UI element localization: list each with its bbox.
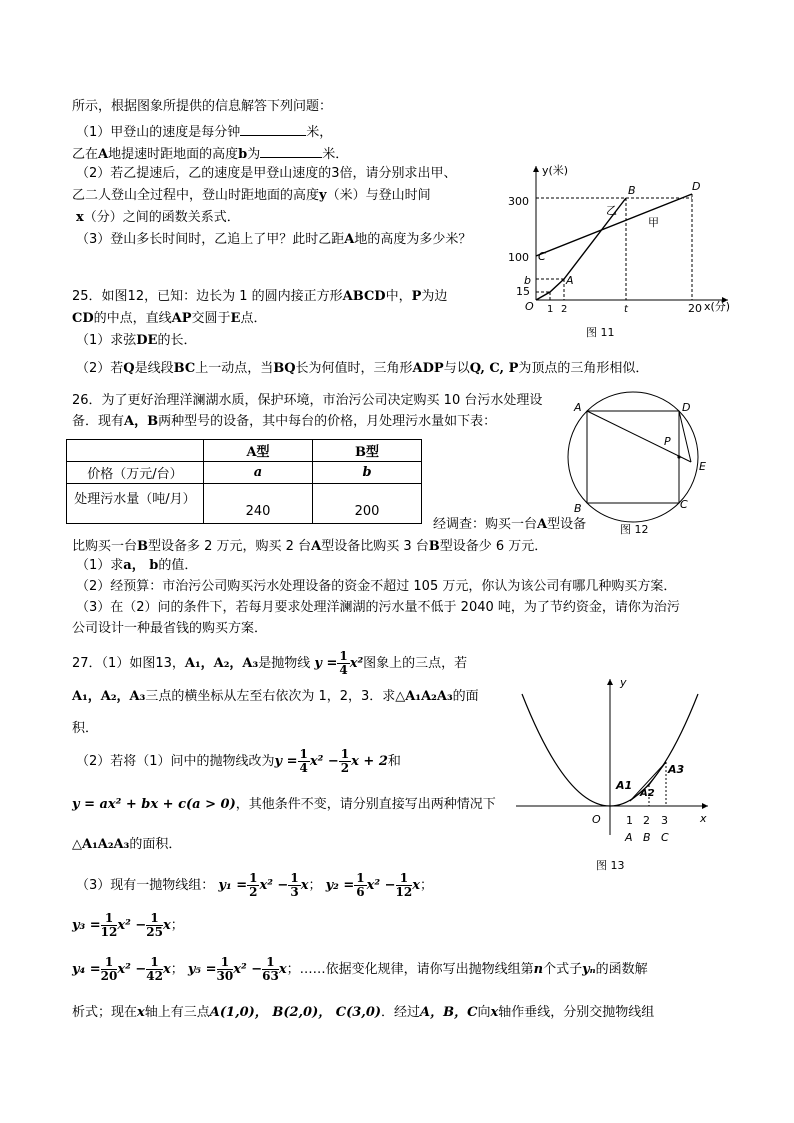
label-A: A — [625, 831, 633, 844]
label-jia: 甲 — [648, 216, 659, 229]
q27-line2: A₁，A₂，A₃三点的横坐标从左至右依次为 1，2，3．求△A₁A₂A₃的面 — [72, 689, 479, 704]
table-cell: 240 — [204, 484, 313, 524]
q25-line2: CD的中点，直线AP交圆于E点． — [72, 311, 267, 326]
label-D: D — [682, 401, 691, 414]
ytick-300: 300 — [508, 195, 529, 208]
table-header-cell: B型 — [313, 440, 422, 462]
label-C: C — [680, 498, 688, 511]
q25-part2: （2）若Q是线段BC上一动点，当BQ长为何值时，三角形ADP与以Q, C, P为顶点的三角形相似． — [76, 361, 649, 376]
square-ABCD — [587, 411, 679, 503]
table-row — [67, 462, 422, 484]
point-A: A — [566, 274, 574, 287]
ytick-100: 100 — [508, 251, 529, 264]
q26-part2: （2）经预算：市治污公司购买污水处理设备的资金不超过 105 万元，你认为该公司有哪几种购买方案． — [76, 579, 677, 594]
label-P: P — [664, 435, 671, 448]
label-B: B — [643, 831, 651, 844]
label-B: B — [574, 502, 582, 515]
q26-line3: 经调查：购买一台A型设备 — [433, 517, 587, 532]
table-cell: 价格（万元/台） — [67, 462, 204, 484]
q24-part2-line2: 乙二人登山全过程中，登山时距地面的高度y（米）与登山时间 — [72, 188, 431, 203]
figure-11 — [500, 160, 735, 340]
ytick-15: 15 — [516, 285, 530, 298]
point-B: B — [628, 184, 636, 197]
q26-part3: （3）在（2）问的条件下，若每月要求处理洋澜湖的污水量不低于 2040 吨，为了节约资金，请你为治污 — [76, 600, 680, 615]
label-y: y — [620, 676, 627, 689]
table-cell: 处理污水量（吨/月） — [67, 484, 204, 524]
q27-part2-line2: y = ax² + bx + c(a > 0)，其他条件不变，请分别直接写出两种情况下 — [72, 797, 496, 812]
tick-2: 2 — [643, 814, 650, 827]
intro-line: 所示，根据图象所提供的信息解答下列问题： — [72, 99, 333, 114]
q24-part2-line3: x（分）之间的函数关系式． — [76, 210, 240, 225]
tick-1: 1 — [626, 814, 633, 827]
q27-y4-y5: y₄ = $\frac{1}{20}$ x² − $\frac{1}{42}$ x； y₅ = $\frac{1}{30}$ x² − $\frac{1}{63}$ x；……依据变化规律，请你写出抛物线组第n个式子yₙ的函数解 — [72, 955, 648, 983]
q27-line1: 27．（1）如图13，A₁，A₂，A₃是抛物线 y = $\frac{1}{4}$ x²图象上的三点，若 — [72, 649, 468, 677]
y-axis-label: y(米) — [542, 164, 569, 177]
q26-part1: （1）求a， b的值． — [76, 558, 198, 573]
label-yi: 乙 — [606, 204, 617, 217]
q27-line3: 积． — [72, 721, 99, 736]
table-cell: b — [313, 462, 422, 484]
figure-11-caption: 图 11 — [586, 326, 615, 339]
xtick-2: 2 — [561, 304, 568, 315]
xtick-20: 20 — [688, 302, 702, 315]
q24-part1: （1）甲登山的速度是每分钟 米， — [76, 121, 332, 142]
q26-part3-line2: 公司设计一种最省钱的购买方案． — [72, 621, 268, 636]
x-axis-label: x(分) — [704, 300, 731, 313]
q26-line1: 26．为了更好治理洋澜湖水质，保护环境，市治污公司决定购买 10 台污水处理设 — [72, 393, 543, 408]
label-A: A — [574, 401, 582, 414]
table-header-cell — [67, 440, 204, 462]
answer-blank[interactable] — [260, 143, 322, 158]
table-header-row — [67, 440, 422, 462]
ytick-b: b — [524, 274, 531, 287]
origin-label: O — [525, 300, 534, 313]
figure-12-caption: 图 12 — [620, 523, 649, 536]
xtick-1: 1 — [547, 304, 554, 315]
q24-part2: （2）若乙提速后，乙的速度是甲登山速度的3倍，请分别求出甲、 — [76, 166, 457, 181]
label-O: O — [592, 813, 601, 826]
point-D: D — [692, 180, 701, 193]
line-AE — [587, 411, 691, 462]
label-A2: A2 — [640, 788, 655, 799]
q24-part1-line2: 乙在A地提速时距地面的高度b为 米． — [72, 143, 348, 164]
q25-line1: 25．如图12，已知：边长为 1 的圆内接正方形ABCD中，P为边 — [72, 289, 448, 304]
q25-part1: （1）求弦DE的长． — [76, 333, 197, 348]
label-A1: A1 — [616, 779, 633, 792]
label-E: E — [699, 460, 706, 473]
q27-part3-last: 析式；现在x轴上有三点A(1,0)， B(2,0)， C(3,0)．经过A，B，C向x轴作垂线，分别交抛物线组 — [72, 1005, 655, 1020]
q24-part3: （3）登山多长时间时，乙追上了甲？此时乙距A地的高度为多少米？ — [76, 232, 472, 247]
q27-part2: （2）若将（1）问中的抛物线改为y = $\frac{1}{4}$ x² − $\frac{1}{2}$ x + 2和 — [76, 747, 401, 775]
table-row — [67, 484, 422, 524]
q27-y3: y₃ = $\frac{1}{12}$ x² − $\frac{1}{25}$ x； — [72, 911, 184, 939]
q26-line2: 备．现有A，B两种型号的设备，其中每台的价格，月处理污水量如下表： — [72, 414, 497, 429]
xtick-t: t — [624, 304, 628, 315]
equipment-table — [66, 439, 422, 524]
label-x: x — [700, 812, 707, 825]
point-C: C — [538, 250, 546, 263]
figure-13 — [512, 675, 722, 875]
label-C: C — [661, 831, 669, 844]
point-P-dot — [677, 455, 680, 458]
q27-part3: （3）现有一抛物线组： y₁ = $\frac{1}{2}$ x² − $\frac{1}{3}$ x； y₂ = $\frac{1}{6}$ x² − $\frac{1}{12}$ x； — [76, 871, 433, 899]
label-A3: A3 — [668, 763, 685, 776]
answer-blank[interactable] — [240, 121, 306, 136]
table-header-cell: A型 — [204, 440, 313, 462]
figure-13-caption: 图 13 — [596, 859, 625, 872]
table-cell: 200 — [313, 484, 422, 524]
q27-part2-line3: △A₁A₂A₃的面积． — [72, 837, 182, 852]
table-cell: a — [204, 462, 313, 484]
tick-3: 3 — [661, 814, 668, 827]
q26-line4: 比购买一台B型设备多 2 万元，购买 2 台A型设备比购买 3 台B型设备少 6 万元． — [72, 539, 548, 554]
